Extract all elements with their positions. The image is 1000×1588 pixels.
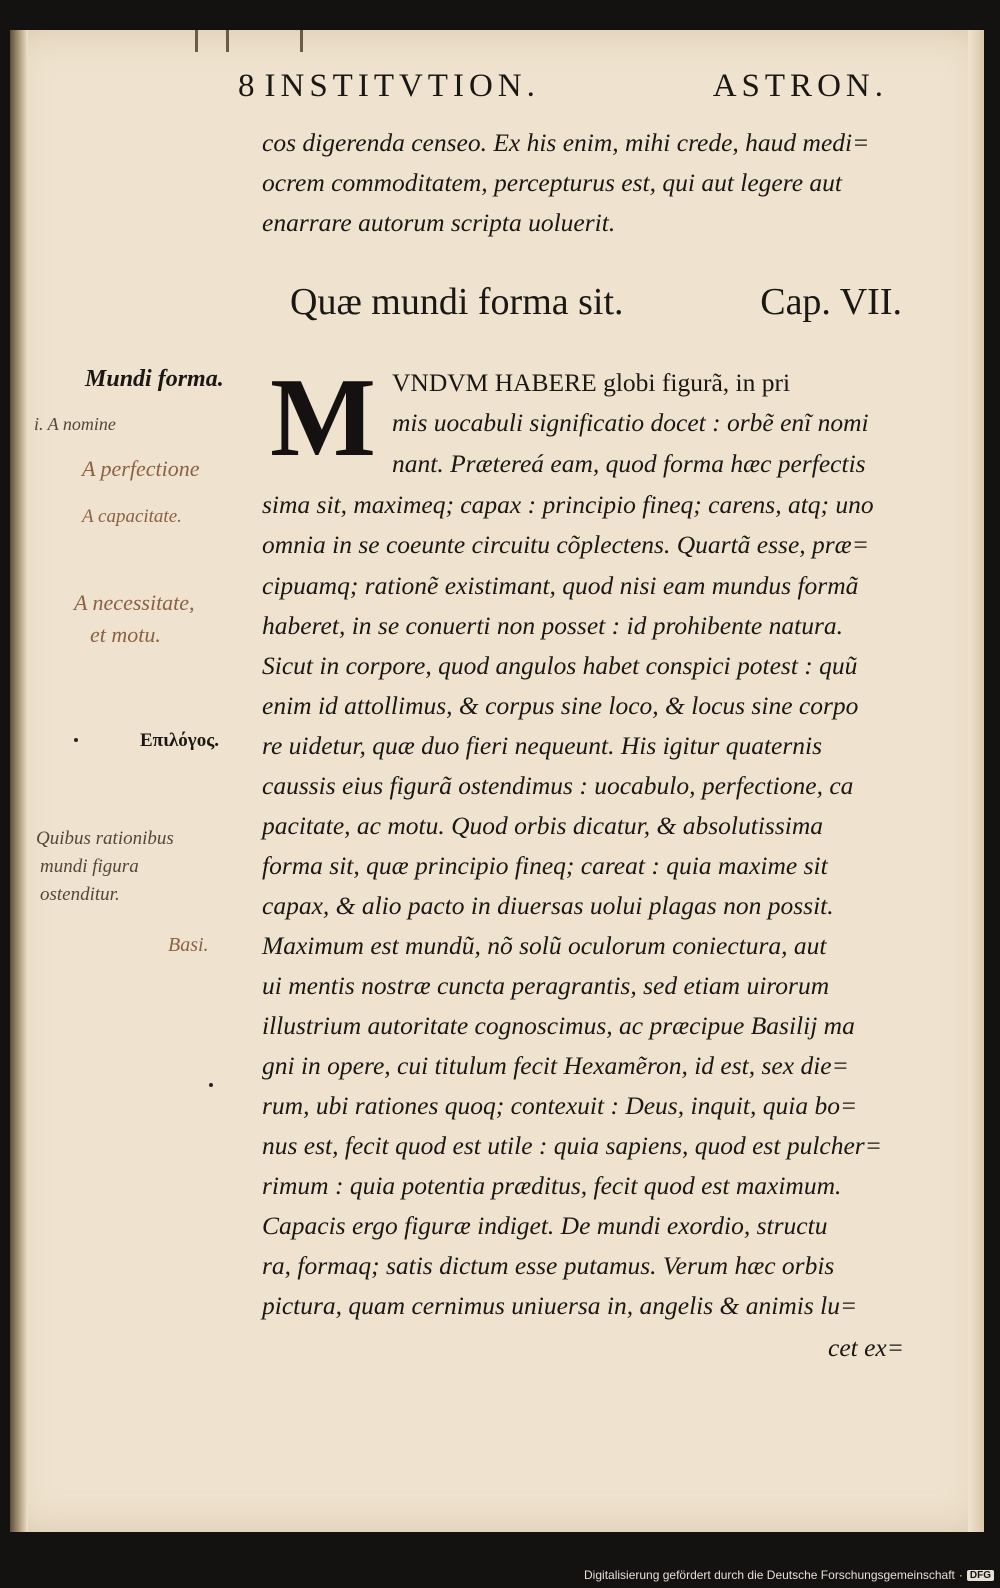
handwritten-note: Basi.: [168, 934, 209, 956]
text-line: Sicut in corpore, quod angulos habet conspici potest : quũ: [262, 651, 858, 680]
text-line: pictura, quam cernimus uniuersa in, angelis & animis lu=: [262, 1291, 858, 1320]
text-line: ui mentis nostræ cuncta peragrantis, sed etiam uirorum: [262, 971, 830, 1000]
text-line: rimum : quia potentia præditus, fecit quod est maximum.: [262, 1171, 842, 1200]
handwritten-note: A perfectione: [82, 456, 200, 481]
page-tick: [300, 30, 303, 52]
text-line: re uidetur, quæ duo fieri nequeunt. His igitur quaternis: [262, 731, 823, 760]
text-line: Capacis ergo figuræ indiget. De mundi exordio, structu: [262, 1211, 828, 1240]
text-line: nant. Prætereá eam, quod forma hæc perfectis: [392, 449, 866, 478]
catchword: cet ex=: [828, 1333, 904, 1362]
text-line: gni in opere, cui titulum fecit Hexamẽron, id est, sex die=: [262, 1051, 849, 1080]
text-line: rum, ubi rationes quoq; contexuit : Deus, inquit, quia bo=: [262, 1091, 858, 1120]
footer-credit-text: Digitalisierung gefördert durch die Deutsche Forschungsgemeinschaft: [584, 1568, 955, 1582]
text-line: VNDVM HABERE globi figurã, in pri: [392, 368, 791, 397]
handwritten-note: i. A nomine: [34, 414, 116, 434]
text-line: cipuamq; rationẽ existimant, quod nisi eam mundus formã: [262, 571, 859, 600]
handwritten-note: mundi figura: [40, 856, 139, 877]
ink-speck: [209, 1083, 213, 1087]
text-line: caussis eius figurã ostendimus : uocabulo, perfectione, ca: [262, 771, 854, 800]
handwritten-note: A capacitate.: [82, 506, 182, 527]
text-line: ocrem commoditatem, percepturus est, qui aut legere aut: [262, 168, 843, 197]
running-header: [238, 68, 888, 105]
text-line: nus est, fecit quod est utile : quia sapiens, quod est pulcher=: [262, 1131, 882, 1160]
text-line: cos digerenda censeo. Ex his enim, mihi crede, haud medi=: [262, 128, 870, 157]
drop-cap: M: [270, 356, 376, 480]
page-tick: [195, 30, 198, 52]
handwritten-note: ostenditur.: [40, 884, 120, 905]
header-section: ASTRON.: [712, 68, 888, 104]
footer-credit: Digitalisierung gefördert durch die Deutsche Forschungsgemeinschaft · DFG: [584, 1568, 994, 1582]
text-line: enim id attollimus, & corpus sine loco, & locus sine corpo: [262, 691, 859, 720]
handwritten-note: et motu.: [90, 622, 161, 647]
page-tick: [226, 30, 229, 52]
page-edge: [968, 30, 984, 1532]
text-line: illustrium autoritate cognoscimus, ac præcipue Basilij ma: [262, 1011, 855, 1040]
handwritten-note: Quibus rationibus: [36, 828, 174, 849]
text-line: omnia in se coeunte circuitu cõplectens. Quartã esse, præ=: [262, 530, 869, 559]
header-title: INSTITVTION.: [264, 68, 540, 104]
text-line: pacitate, ac motu. Quod orbis dicatur, & absolutissima: [262, 811, 823, 840]
margin-greek-note: Επιλόγος.: [140, 730, 219, 751]
dfg-logo: DFG: [967, 1570, 994, 1581]
handwritten-note: A necessitate,: [74, 590, 195, 615]
chapter-heading: [290, 280, 902, 324]
text-line: mis uocabuli significatio docet : orbẽ enĩ nomi: [392, 408, 869, 437]
ink-speck: [74, 738, 78, 742]
text-line: haberet, in se conuerti non posset : id prohibente natura.: [262, 611, 843, 640]
text-line: Maximum est mundũ, nõ solũ oculorum coniectura, aut: [262, 931, 827, 960]
text-line: ra, formaq; satis dictum esse putamus. Verum hæc orbis: [262, 1251, 835, 1280]
page-gutter: [10, 30, 28, 1532]
text-line: forma sit, quæ principio fineq; careat : quia maxime sit: [262, 851, 828, 880]
page-number: 8: [238, 68, 255, 104]
text-line: sima sit, maximeq; capax : principio fineq; carens, atq; uno: [262, 490, 874, 519]
chapter-number: Cap. VII.: [760, 281, 902, 323]
text-line: enarrare autorum scripta uoluerit.: [262, 208, 616, 237]
chapter-title: Quæ mundi forma sit.: [290, 281, 624, 323]
margin-label: Mundi forma.: [85, 366, 224, 392]
text-line: capax, & alio pacto in diuersas uolui plagas non possit.: [262, 891, 834, 920]
